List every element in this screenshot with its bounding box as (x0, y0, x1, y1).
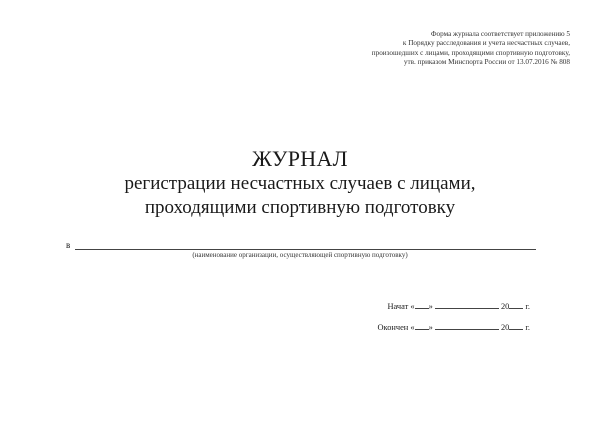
form-reference-line: произошедших с лицами, проходящими спортивную подготовку, (371, 48, 570, 57)
form-reference-note (290, 30, 570, 68)
quote-open: « (410, 323, 415, 332)
year-suffix: г. (525, 323, 530, 332)
start-day-blank (415, 301, 429, 309)
quote-open: « (410, 302, 415, 311)
end-month-blank (435, 322, 499, 330)
start-month-blank (435, 301, 499, 309)
form-reference-line: к Порядку расследования и учета несчастных случаев, (402, 39, 570, 48)
form-reference-line: утв. приказом Минспорта России от 13.07.2016 № 808 (403, 58, 570, 67)
start-date-row (387, 301, 530, 312)
organization-caption: (наименование организации, осуществляющей спортивную подготовку) (192, 251, 408, 259)
year-suffix: г. (525, 302, 530, 311)
title-subtitle-line-1: регистрации несчастных случаев с лицами, (124, 173, 476, 194)
start-year-blank (509, 301, 523, 309)
form-reference-line: Форма журнала соответствует приложению 5 (430, 30, 570, 38)
end-date-row (378, 322, 531, 333)
century-prefix: 20 (500, 323, 510, 332)
end-day-blank (415, 322, 429, 330)
title-main: ЖУРНАЛ (252, 146, 348, 171)
start-date-label: Начат (387, 302, 409, 311)
title-subtitle-line-2: проходящими спортивную подготовку (144, 197, 456, 218)
journal-title (0, 146, 600, 220)
end-year-blank (509, 322, 523, 330)
organization-prefix: в (66, 240, 71, 250)
century-prefix: 20 (500, 302, 510, 311)
quote-close: » (428, 323, 433, 332)
quote-close: » (428, 302, 433, 311)
end-date-label: Окончен (377, 323, 409, 332)
organization-blank-line (75, 249, 536, 250)
